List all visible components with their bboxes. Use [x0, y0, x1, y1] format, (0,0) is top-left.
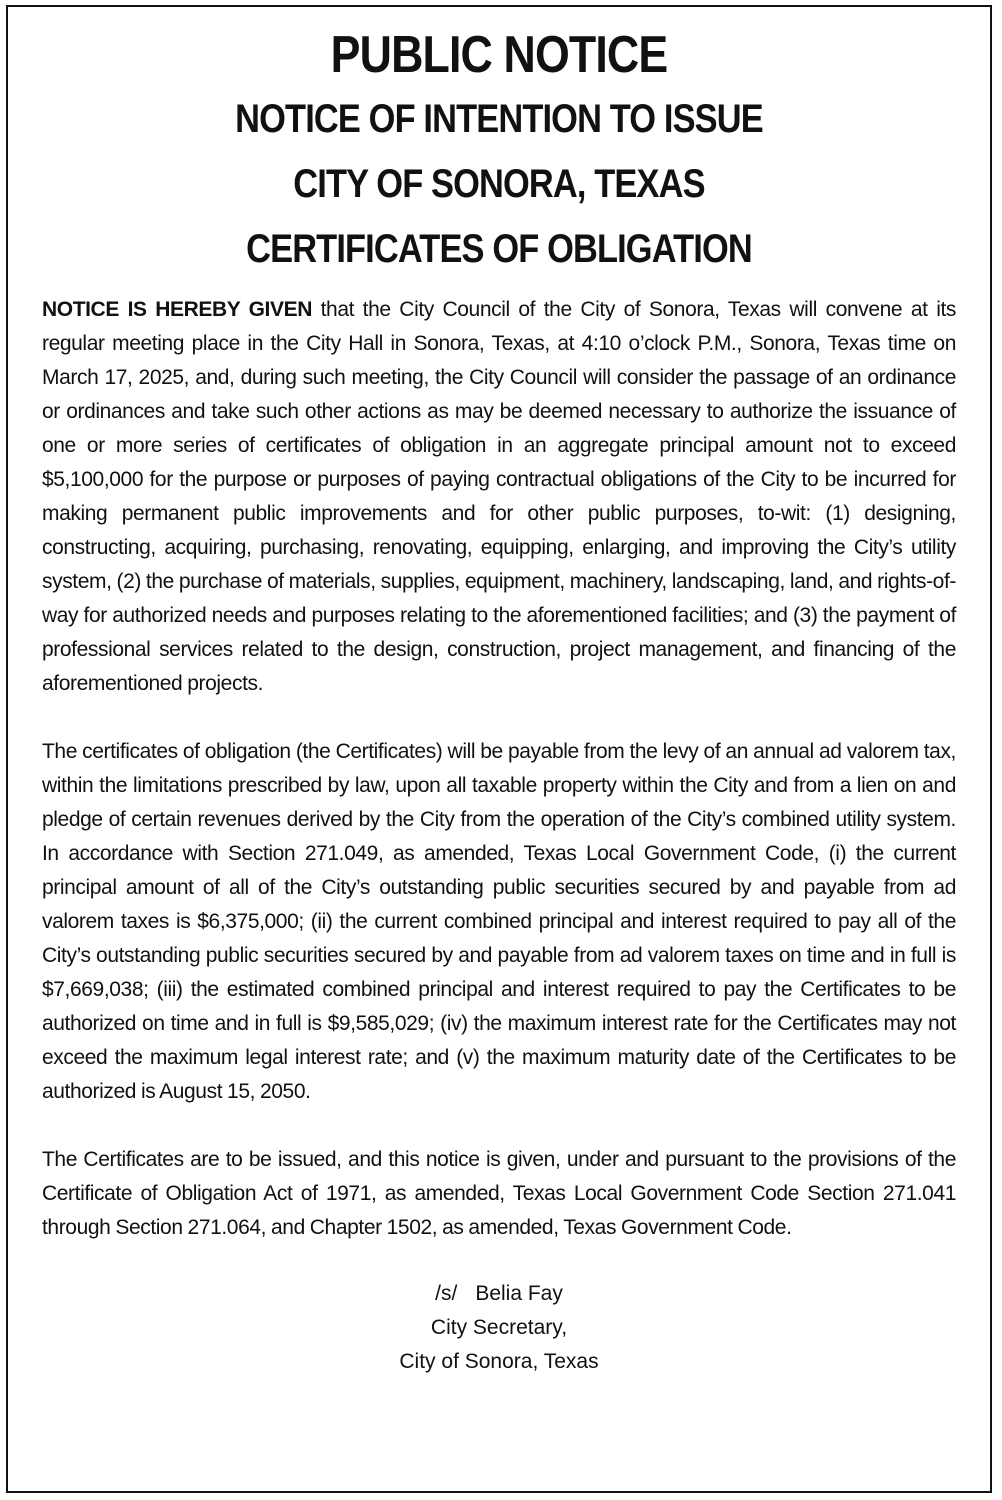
signature-name: Belia Fay: [475, 1282, 563, 1305]
signature-title: City Secretary,: [430, 1316, 568, 1339]
paragraph-notice-given: [42, 293, 956, 701]
signature-line: [42, 1277, 956, 1311]
notice-title: PUBLIC NOTICE: [330, 26, 668, 84]
signature-org: City of Sonora, Texas: [399, 1350, 599, 1373]
notice-subtitle-intention: NOTICE OF INTENTION TO ISSUE: [235, 97, 763, 141]
notice-lead-text: NOTICE IS HEREBY GIVEN: [42, 298, 312, 321]
signature-block: [42, 1277, 956, 1379]
signature-prefix: /s/: [435, 1282, 458, 1305]
notice-subtitle-certificates: CERTIFICATES OF OBLIGATION: [246, 227, 752, 271]
paragraph-certificates-payable: The certificates of obligation (the Certificates) will be payable from the levy of an annual ad valorem tax, within the limitations prescribed by law, upon all taxable property within the City and from a lien on and pledge of certain revenues derived by the City from the operation of the City’s combined utility system. In accordance with Section 271.049, as amended, Texas Local Government Code, (i) the current principal amount of all of the City’s outstanding public securities secured by and payable from ad valorem taxes is $6,375,000; (ii) the current combined principal and interest required to pay all of the City’s outstanding public securities secured by and payable from ad valorem taxes on time and in full is $7,669,038; (iii) the estimated combined principal and interest required to pay the Certificates to be authorized on time and in full is $9,585,029; (iv) the maximum interest rate for the Certificates may not exceed the maximum legal interest rate; and (v) the maximum maturity date of the Certificates to be authorized is August 15, 2050.: [42, 740, 956, 1103]
public-notice: [6, 5, 992, 1493]
paragraph-notice-given-text: that the City Council of the City of Sonora, Texas will convene at its regular meeting place in the City Hall in Sonora, Texas, at 4:10 o’clock P.M., Sonora, Texas time on March 17, 2025, and, during such meeting, the City Council will consider the passage of an ordinance or ordinances and take such other actions as may be deemed necessary to authorize the issuance of one or more series of certificates of obligation in an aggregate principal amount not to exceed $5,100,000 for the purpose or purposes of paying contractual obligations of the City to be incurred for making permanent public improvements and for other public purposes, to-wit: (1) designing, constructing, acquiring, purchasing, renovating, equipping, enlarging, and improving the City’s utility system, (2) the purchase of materials, supplies, equipment, machinery, landscaping, land, and rights-of-way for authorized needs and purposes relating to the aforementioned facilities; and (3) the payment of professional services related to the design, construction, project management, and financing of the aforementioned projects.: [42, 298, 956, 695]
paragraph-certificates-issued: The Certificates are to be issued, and this notice is given, under and pursuant to the provisions of the Certificate of Obligation Act of 1971, as amended, Texas Local Government Code Section 271.041 through Section 271.064, and Chapter 1502, as amended, Texas Government Code.: [42, 1148, 956, 1239]
notice-subtitle-city: CITY OF SONORA, TEXAS: [293, 162, 705, 206]
